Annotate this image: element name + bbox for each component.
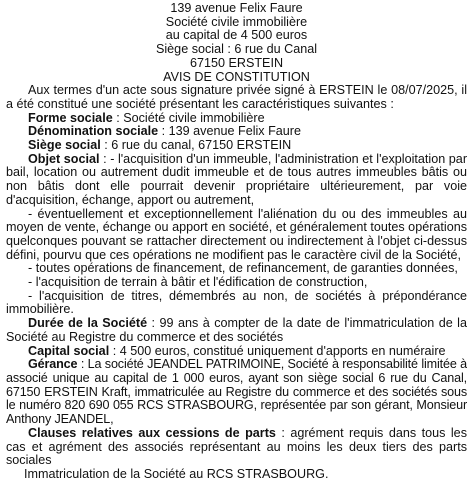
forme-sociale-value: : Société civile immobilière <box>112 110 265 125</box>
objet-item-financement: - toutes opérations de financement, de refinancement, de garanties données, <box>28 261 458 276</box>
denomination-label: Dénomination sociale <box>28 124 159 139</box>
immatriculation-line: Immatriculation de la Société au RCS STRASBOURG. <box>24 466 329 481</box>
objet-intro: : - l'acquisition d'un immeuble, l'administration et l'exploitation par bail, location ou autrement dudit immeuble et de tous autres immeubles bâtis ou non bâtis dont elle pourrait devenir propriétaire ultérieurement, par voie d'acquisition, échange, apport ou autrement, <box>6 151 467 207</box>
forme-sociale-label: Forme sociale <box>28 110 113 125</box>
gerance-value: : La société JEANDEL PATRIMOINE, Société à responsabilité limitée à associé unique au capital de 1 000 euros, ayant son siège social 6 rue du Canal, 67150 ERSTEIN Kraft, immatriculée au Registre du commerce et des sociétés sous le numéro 820 690 055 RCS STRASBOURG, représentée par son gérant, Monsieur Anthony JEANDEL, <box>6 357 467 427</box>
legal-notice <box>6 2 467 495</box>
company-address: Siège social : 6 rue du Canal <box>155 42 318 57</box>
gerance-label: Gérance <box>28 357 78 372</box>
capital-value: : 4 500 euros, constitué uniquement d'apports en numéraire <box>109 343 446 358</box>
objet-item-alienation: - éventuellement et exceptionnellement l'aliénation du ou des immeubles au moyen de vente, échange ou apport en société, et généralement toutes opérations quelconques pouvant se rattacher directement ou indirectement à l'objet ci-dessus défini, pourvu que ces opérations ne modifient pas le caractère civil de la Société, <box>6 206 467 262</box>
notice-header <box>6 2 467 84</box>
objet-social <box>6 153 467 208</box>
capital-label: Capital social <box>28 343 110 358</box>
company-capital: au capital de 4 500 euros <box>165 28 308 43</box>
notice-title: AVIS DE CONSTITUTION <box>163 69 310 84</box>
denomination-sociale <box>6 125 467 139</box>
clauses-value: : agrément requis dans tous les cas et agrément des associés représentant au moins les deux tiers des parts sociales <box>6 425 467 468</box>
duree-value: : 99 ans à compter de la date de l'immatriculation de la Société au Registre du commerce et des sociétés <box>6 316 467 344</box>
company-type: Société civile immobilière <box>165 14 308 29</box>
gerance <box>6 358 467 427</box>
clauses-label: Clauses relatives aux cessions de parts <box>28 425 276 440</box>
capital-social <box>6 345 467 359</box>
objet-item-terrain: - l'acquisition de terrain à bâtir et l'édification de construction, <box>28 275 368 290</box>
duree-label: Durée de la Société <box>28 316 148 331</box>
company-city: 67150 ERSTEIN <box>189 55 284 70</box>
siege-social <box>6 139 467 153</box>
clauses-cessions <box>6 427 467 468</box>
intro-paragraph: Aux termes d'un acte sous signature privée signé à ERSTEIN le 08/07/2025, il a été constitué une société présentant les caractéristiques suivantes : <box>6 83 467 111</box>
siege-label: Siège social <box>28 138 101 153</box>
duree-societe <box>6 317 467 344</box>
siege-value: : 6 rue du canal, 67150 ERSTEIN <box>100 138 292 153</box>
forme-sociale <box>6 112 467 126</box>
denomination-value: : 139 avenue Felix Faure <box>158 124 301 139</box>
objet-label: Objet social <box>28 151 100 166</box>
objet-item-titres: - l'acquisition de titres, démembrés au non, de sociétés à prépondérance immobilière. <box>6 288 467 317</box>
company-name: 139 avenue Felix Faure <box>170 2 303 15</box>
